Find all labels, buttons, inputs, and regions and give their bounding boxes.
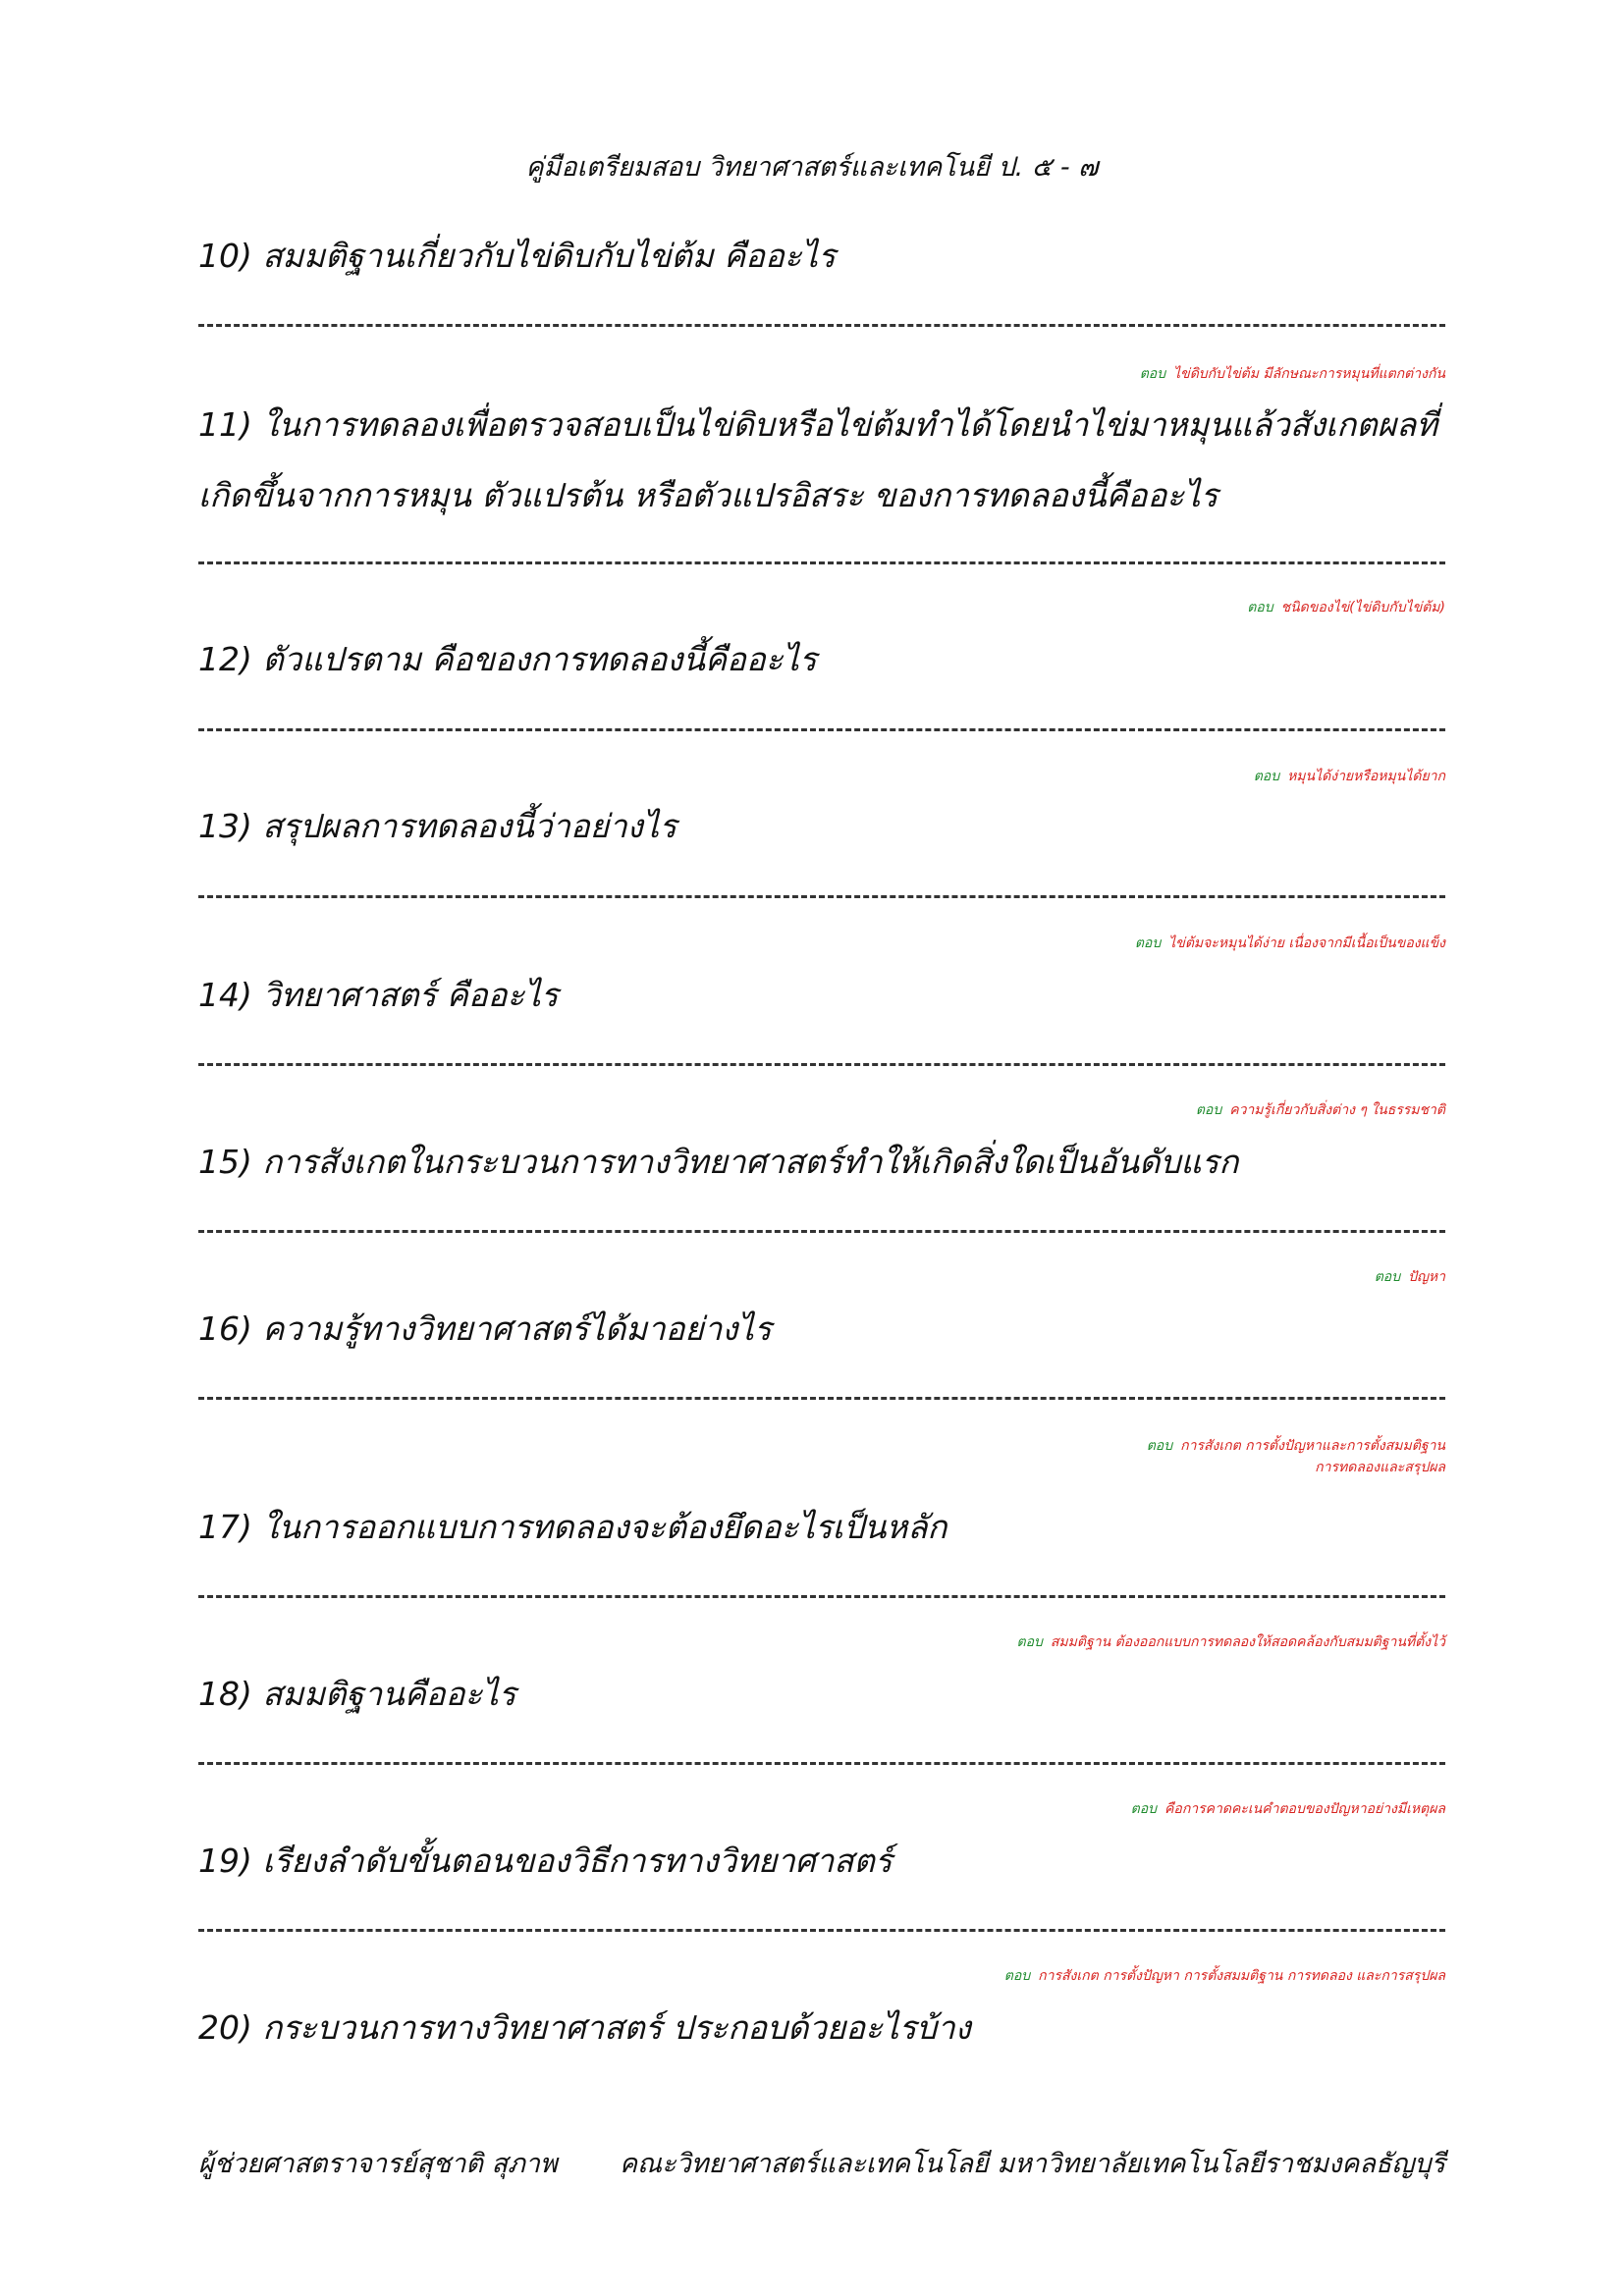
- answer-label: ตอบ: [1139, 366, 1166, 382]
- answer-text-line-2: การทดลองและสรุปผล: [1315, 1460, 1445, 1475]
- answer-15: [785, 1266, 1445, 1288]
- question-14: 14) วิทยาศาสตร์ คืออะไร: [198, 976, 559, 1014]
- answer-line-10: [198, 324, 1445, 327]
- question-16: 16) ความรู้ทางวิทยาศาสตร์ได้มาอย่างไร: [198, 1309, 772, 1348]
- answer-label: ตอบ: [1016, 1634, 1043, 1650]
- answer-text: หมุนได้ง่ายหรือหมุนได้ยาก: [1287, 769, 1445, 784]
- answer-14: [785, 1099, 1445, 1121]
- answer-17: [785, 1631, 1445, 1653]
- answer-line-16: [198, 1397, 1445, 1400]
- answer-text: สมมติฐาน ต้องออกแบบการทดลองให้สอดคล้องกับสมมติฐานที่ตั้งไว้: [1050, 1634, 1445, 1650]
- answer-line-13: [198, 895, 1445, 898]
- answer-13: [785, 933, 1445, 954]
- answer-12: [785, 766, 1445, 787]
- answer-line-17: [198, 1595, 1445, 1598]
- answer-text: การสังเกต การตั้งปัญหาและการตั้งสมมติฐาน: [1180, 1438, 1445, 1454]
- question-18: 18) สมมติฐานคืออะไร: [198, 1675, 516, 1713]
- answer-label: ตอบ: [1247, 600, 1273, 615]
- answer-label: ตอบ: [1374, 1269, 1401, 1285]
- answer-text: ชนิดของไข่(ไข่ดิบกับไข่ต้ม): [1280, 600, 1445, 615]
- question-12: 12) ตัวแปรตาม คือของการทดลองนี้คืออะไร: [198, 640, 817, 678]
- answer-line-15: [198, 1230, 1445, 1233]
- answer-line-18: [198, 1762, 1445, 1765]
- answer-line-11: [198, 561, 1445, 564]
- answer-19: [785, 1965, 1445, 1987]
- answer-text: ไข่ต้มจะหมุนได้ง่าย เนื่องจากมีเนื้อเป็นของแข็ง: [1168, 935, 1445, 951]
- answer-18: [785, 1798, 1445, 1820]
- answer-line-12: [198, 728, 1445, 731]
- answer-label: ตอบ: [1253, 769, 1280, 784]
- answer-label: ตอบ: [1195, 1102, 1222, 1118]
- answer-label: ตอบ: [1134, 935, 1162, 951]
- answer-text: ความรู้เกี่ยวกับสิ่งต่าง ๆ ในธรรมชาติ: [1229, 1102, 1445, 1118]
- answer-10: [785, 363, 1445, 385]
- answer-label: ตอบ: [1146, 1438, 1173, 1454]
- answer-line-14: [198, 1063, 1445, 1066]
- answer-text: ปัญหา: [1408, 1269, 1445, 1285]
- page-header: คู่มือเตรียมสอบ วิทยาศาสตร์และเทคโนยี ป. ๕ - ๗: [525, 152, 1099, 183]
- answer-16: [785, 1435, 1445, 1478]
- answer-line-19: [198, 1929, 1445, 1932]
- answer-text: การสังเกต การตั้งปัญหา การตั้งสมมติฐาน การทดลอง และการสรุปผล: [1038, 1968, 1445, 1984]
- question-15: 15) การสังเกตในกระบวนการทางวิทยาศาสตร์ทำให้เกิดสิ่งใดเป็นอันดับแรก: [198, 1143, 1239, 1181]
- question-13: 13) สรุปผลการทดลองนี้ว่าอย่างไร: [198, 807, 677, 845]
- answer-text: ไข่ดิบกับไข่ต้ม มีลักษณะการหมุนที่แตกต่างกัน: [1173, 366, 1445, 382]
- question-10: 10) สมมติฐานเกี่ยวกับไข่ดิบกับไข่ต้ม คืออะไร: [198, 237, 836, 275]
- answer-text: คือการคาดคะเนคำตอบของปัญหาอย่างมีเหตุผล: [1164, 1801, 1445, 1817]
- question-17: 17) ในการออกแบบการทดลองจะต้องยึดอะไรเป็นหลัก: [198, 1508, 947, 1546]
- footer-author: ผู้ช่วยศาสตราจารย์สุชาติ สุภาพ: [198, 2149, 558, 2179]
- question-19: 19) เรียงลำดับขั้นตอนของวิธีการทางวิทยาศาสตร์: [198, 1842, 893, 1880]
- question-11: 11) ในการทดลองเพื่อตรวจสอบเป็นไข่ดิบหรือไข่ต้มทำได้โดยนำไข่มาหมุนแล้วสังเกตผลที่เกิดขึ้นจากการหมุน ตัวแปรต้น หรือตัวแปรอิสระ ของการทดลองนี้คืออะไร: [198, 405, 1438, 514]
- answer-label: ตอบ: [1003, 1968, 1031, 1984]
- answer-11: [785, 597, 1445, 618]
- answer-label: ตอบ: [1130, 1801, 1158, 1817]
- footer-institution: คณะวิทยาศาสตร์และเทคโนโลยี มหาวิทยาลัยเทคโนโลยีราชมงคลธัญบุรี: [620, 2149, 1445, 2179]
- question-20: 20) กระบวนการทางวิทยาศาสตร์ ประกอบด้วยอะไรบ้าง: [198, 2008, 971, 2047]
